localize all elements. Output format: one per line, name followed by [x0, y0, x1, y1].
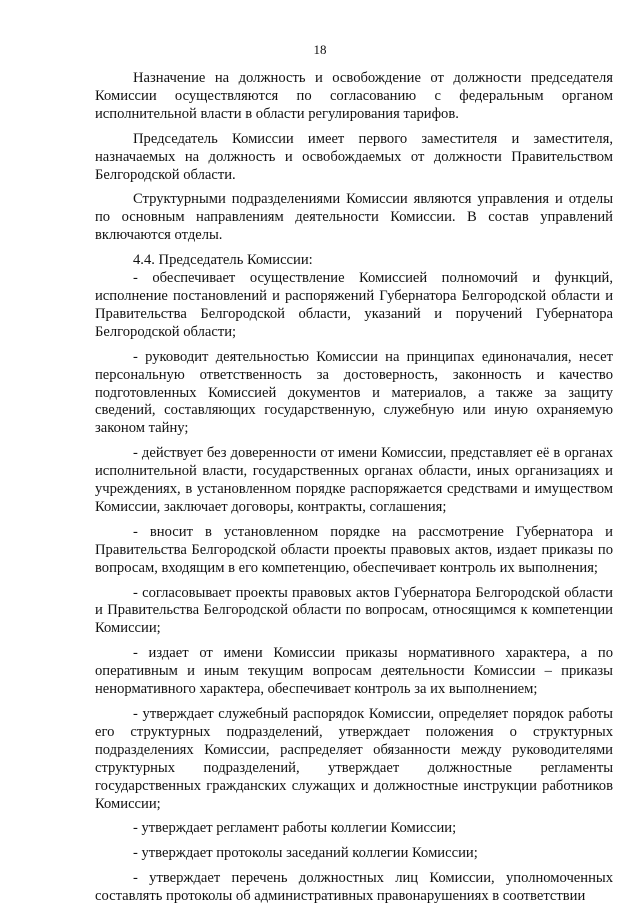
list-item-manages-activity: - руководит деятельностью Комиссии на принципах единоначалия, несет персональную ответственность за достоверность, законность и качество подготовленных Комиссией документов и материалов, а также за защиту сведений, составляющих государственную, служебную или иную охраняемую законом тайну;: [95, 348, 613, 437]
list-item-submits-draft-acts: - вносит в установленном порядке на рассмотрение Губернатора и Правительства Белгородской области проекты правовых актов, издает приказы по вопросам, входящим в его компетенцию, обеспечивает контроль их выполнения;: [95, 523, 613, 576]
list-item-acts-without-power-of-attorney: - действует без доверенности от имени Комиссии, представляет её в органах исполнительной власти, государственных органах области, иных организациях и учреждениях, в установленном порядке распоряжается средствами и имуществом Комиссии, заключает договоры, контракты, соглашения;: [95, 445, 613, 515]
list-item-approves-work-schedule: - утверждает служебный распорядок Комиссии, определяет порядок работы его структурных подразделений, утверждает положения о структурных подразделениях Комиссии, распределяет обязанности между руководителями структурных подразделений, утверждает должностные регламенты государственных гражданских служащих и должностные инструкции работников Комиссии;: [95, 706, 613, 812]
list-item-approves-board-regulations: - утверждает регламент работы коллегии Комиссии;: [133, 820, 457, 837]
page-number: 18: [313, 42, 327, 57]
section-heading-4-4: 4.4. Председатель Комиссии:: [133, 252, 313, 269]
list-item-issues-orders: - издает от имени Комиссии приказы нормативного характера, а по оперативным и иным текущим вопросам деятельности Комиссии – приказы ненормативного характера, обеспечивает контроль за их выполнением;: [95, 645, 613, 698]
list-item-approves-draft-acts: - согласовывает проекты правовых актов Губернатора Белгородской области и Правительства Белгородской области по вопросам, относящимся к компетенции Комиссии;: [95, 584, 613, 637]
list-item-approves-officials-list: - утверждает перечень должностных лиц Комиссии, уполномоченных составлять протоколы об административных правонарушениях в соответствии: [95, 870, 613, 905]
list-item-approves-board-minutes: - утверждает протоколы заседаний коллегии Комиссии;: [133, 845, 478, 862]
paragraph-structural-units: Структурными подразделениями Комиссии являются управления и отделы по основным направлениям деятельности Комиссии. В состав управлений включаются отделы.: [95, 191, 613, 244]
list-item-ensures-powers: - обеспечивает осуществление Комиссией полномочий и функций, исполнение постановлений и распоряжений Губернатора Белгородской области и Правительства Белгородской области, указаний и поручений Губернатора Белгородской области;: [95, 270, 613, 340]
paragraph-chairman-appointment: Назначение на должность и освобождение от должности председателя Комиссии осуществляются по согласованию с федеральным органом исполнительной власти в области регулирования тарифов.: [95, 70, 613, 122]
document-body: [95, 70, 613, 906]
paragraph-deputies: Председатель Комиссии имеет первого заместителя и заместителя, назначаемых на должность и освобождаемых от должности Правительством Белгородской области.: [95, 130, 613, 183]
